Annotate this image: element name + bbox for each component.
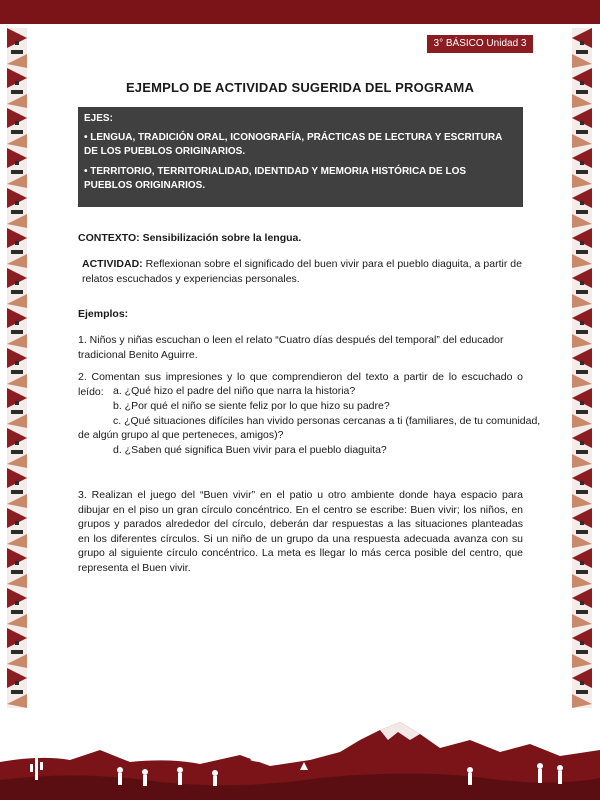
contexto-label: CONTEXTO: xyxy=(78,232,140,244)
item-2-c: c. ¿Qué situaciones difíciles han vivido personas cercanas a ti (familiares, de tu comunidad, xyxy=(113,415,541,427)
item-2-c-cont: de algún grupo al que perteneces, amigos)? xyxy=(78,429,284,441)
contexto-text: Sensibilización sobre la lengua. xyxy=(139,232,302,244)
actividad-paragraph xyxy=(82,257,522,286)
ejes-item-1: • LENGUA, TRADICIÓN ORAL, ICONOGRAFÍA, PRÁCTICAS DE LECTURA Y ESCRITURA DE LOS PUEBLOS ORIGINARIOS. xyxy=(84,132,502,157)
footer-landscape-illustration xyxy=(0,700,600,800)
item-2-b: b. ¿Por qué el niño se siente feliz por lo que hizo su padre? xyxy=(113,400,390,412)
item-2-a: a. ¿Qué hizo el padre del niño que narra la historia? xyxy=(113,385,356,397)
item-3: 3. Realizan el juego del “Buen vivir” en el patio u otro ambiente donde haya espacio para dibujar en el piso un gran círculo concéntrico. En el centro se escribe: Buen vivir; los niños, en grupos y parados alrededor del círculo, deberán dar respuestas a las situaciones planteadas en los diferentes círculos. Si un niño de un grupo da una respuesta adecuada avanza con su grupo al siguiente círculo concéntrico. La meta es llegar lo más cerca posible del centro, que representa el Buen vivir. xyxy=(78,489,523,574)
actividad-label: ACTIVIDAD: xyxy=(82,258,143,270)
ejes-box xyxy=(78,107,523,207)
item-2-d: d. ¿Saben qué significa Buen vivir para el pueblo diaguita? xyxy=(113,444,387,456)
right-decorative-border xyxy=(572,28,592,708)
unit-badge: 3° BÁSICO Unidad 3 xyxy=(427,35,533,53)
item-1: 1. Niños y niñas escuchan o leen el relato “Cuatro días después del temporal” del educador tradicional Benito Aguirre. xyxy=(78,334,504,361)
item-2: 2. Comentan sus impresiones y lo que comprendieron del texto a partir de lo escuchado o leído: xyxy=(78,371,523,398)
actividad-text: Reflexionan sobre el significado del buen vivir para el pueblo diaguita, a partir de relatos escuchados y experiencias personales. xyxy=(82,258,522,285)
page-title: EJEMPLO DE ACTIVIDAD SUGERIDA DEL PROGRAMA xyxy=(125,80,475,95)
ejes-heading: EJES: xyxy=(84,113,113,124)
contexto-line xyxy=(78,231,523,246)
left-decorative-border xyxy=(7,28,27,708)
ejemplos-label: Ejemplos: xyxy=(78,308,129,320)
ejes-item-2: • TERRITORIO, TERRITORIALIDAD, IDENTIDAD Y MEMORIA HISTÓRICA DE LOS PUEBLOS ORIGINARIOS. xyxy=(84,166,467,191)
